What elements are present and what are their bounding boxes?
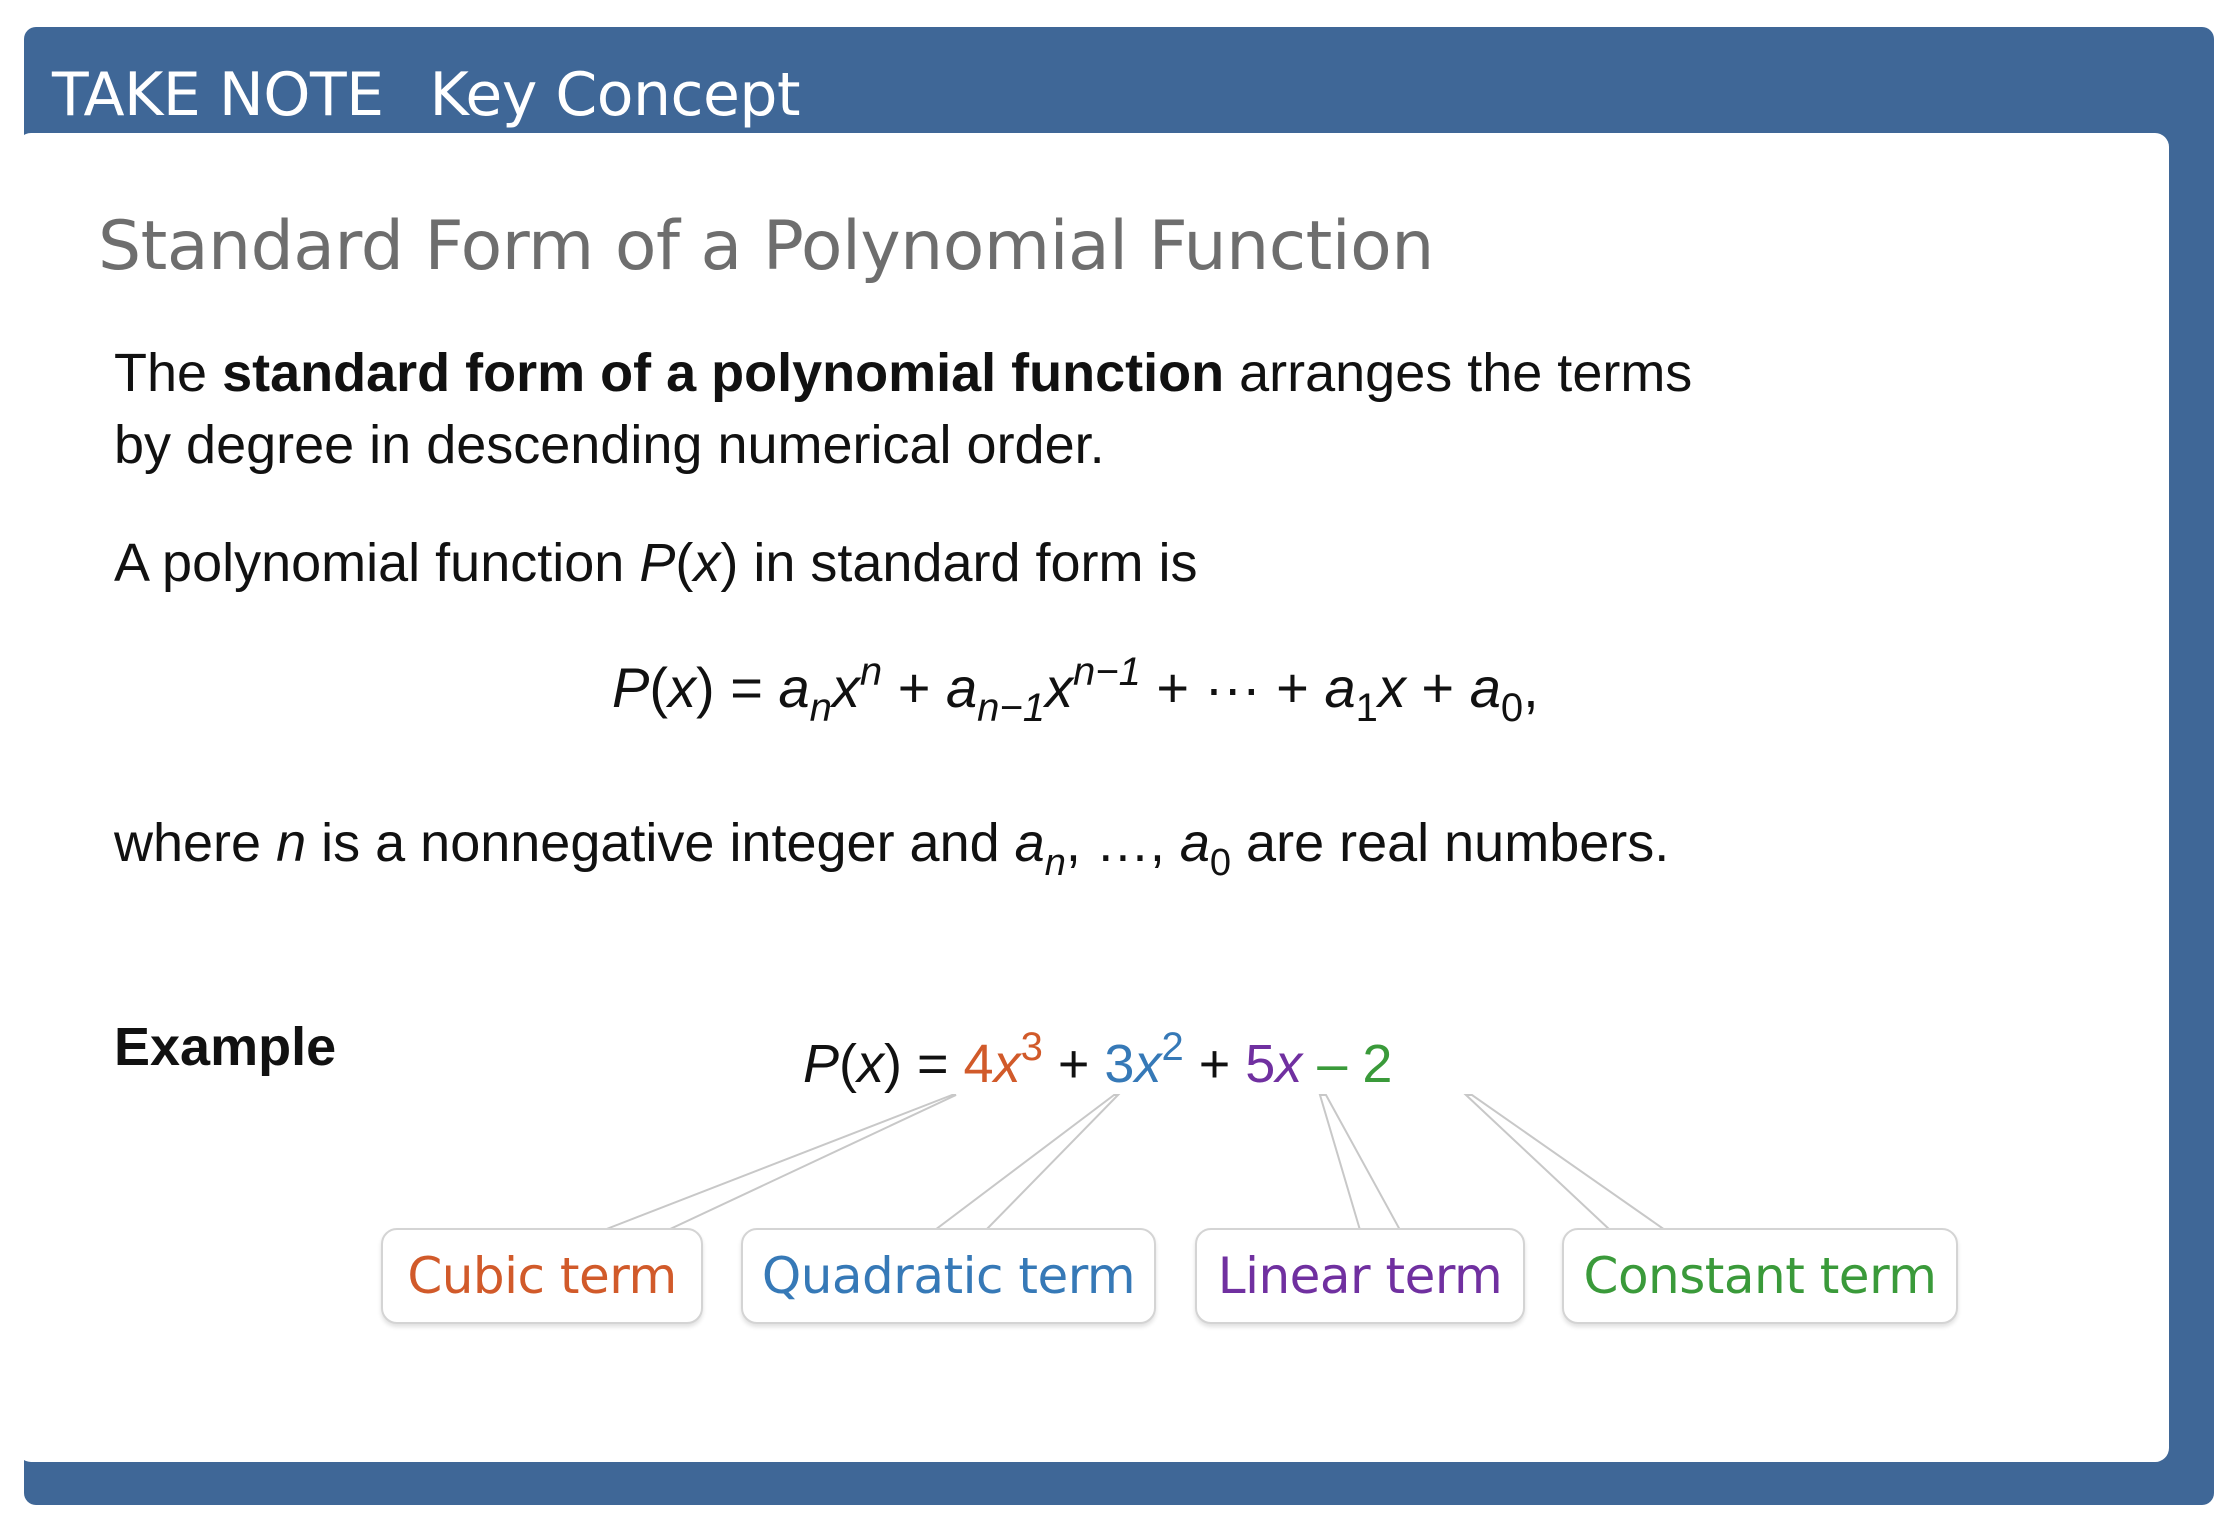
formula-a-n: a	[778, 656, 810, 719]
quadratic-leader	[935, 1095, 1118, 1230]
take-note-badge: TAKE NOTE	[52, 60, 384, 130]
definition-line-2: by degree in descending numerical order.	[114, 415, 1105, 475]
quad-coef: 3	[1104, 1034, 1135, 1094]
formula-a-1: a	[1324, 656, 1356, 719]
formula-a-n-1: a	[945, 656, 978, 719]
formula-sub-1: 1	[1355, 686, 1378, 730]
example-label: Example	[114, 1017, 337, 1077]
linear-term-label: Linear term	[1195, 1228, 1525, 1324]
quadratic-term-label: Quadratic term	[741, 1228, 1156, 1324]
formula-x-n-1: x	[1045, 656, 1073, 719]
polynomial-intro: A polynomial function P(x) in standard form is	[114, 533, 1198, 593]
quad-var: x	[1134, 1034, 1162, 1094]
cubic-coef: 4	[963, 1034, 994, 1094]
example-plus-1: +	[1042, 1034, 1105, 1094]
definition-tail: arranges the terms	[1224, 343, 1693, 403]
where-a-n: a	[1014, 813, 1045, 873]
const-value: 2	[1362, 1034, 1393, 1094]
formula-sub-n: n	[809, 686, 832, 730]
formula-arg: x	[668, 656, 697, 719]
lin-var: x	[1275, 1034, 1303, 1094]
formula-sub-n-1: n−1	[977, 686, 1045, 730]
where-a-0: a	[1179, 813, 1210, 873]
example-eq: =	[902, 1034, 964, 1094]
formula-plus-2: +	[1405, 656, 1470, 719]
definition-lead: The	[114, 343, 223, 403]
where-sep: , …,	[1065, 813, 1180, 873]
where-sub-n: n	[1044, 842, 1066, 884]
formula-func: P	[612, 656, 650, 719]
constant-leader	[1466, 1095, 1665, 1230]
intro-text: A polynomial function	[114, 533, 640, 593]
where-sub-0: 0	[1209, 842, 1232, 884]
formula-x-n: x	[831, 656, 860, 719]
example-arg: x	[857, 1034, 885, 1094]
general-formula: $P(x) = a_nx^n + a_{n-1}x^{n-1}$ + ··· + $a_1x + a_0$,	[612, 650, 1539, 730]
constant-term-label: Constant term	[1562, 1228, 1958, 1324]
formula-exp-n-1: n−1	[1073, 650, 1141, 694]
cubic-var: x	[993, 1034, 1021, 1094]
formula-eq: =	[714, 656, 779, 719]
where-lead: where	[114, 813, 277, 873]
formula-x-1: x	[1377, 656, 1406, 719]
concept-title: Standard Form of a Polynomial Function	[98, 207, 1434, 286]
header-subtitle: Key Concept	[429, 60, 801, 130]
lin-coef: 5	[1245, 1034, 1276, 1094]
formula-comma: ,	[1523, 656, 1539, 719]
intro-func: P	[639, 533, 676, 593]
formula-exp-n: n	[859, 650, 883, 694]
where-tail: are real numbers.	[1231, 813, 1670, 873]
intro-arg: x	[693, 533, 721, 593]
example-formula: $P(x) = 4x^3 + 3x^2 + 5x - 2$	[803, 1025, 1393, 1094]
formula-dots: + ··· +	[1140, 656, 1325, 719]
example-func: P	[803, 1034, 840, 1094]
cubic-exp: 3	[1020, 1025, 1043, 1069]
example-plus-2: +	[1183, 1034, 1246, 1094]
quad-exp: 2	[1161, 1025, 1184, 1069]
formula-sub-0: 0	[1500, 686, 1524, 730]
intro-tail: in standard form is	[738, 533, 1198, 593]
cubic-term-label: Cubic term	[381, 1228, 703, 1324]
example-minus: –	[1302, 1034, 1363, 1094]
formula-a-0: a	[1469, 656, 1501, 719]
definition-term: standard form of a polynomial function	[222, 343, 1225, 403]
where-mid: is a nonnegative integer and	[306, 813, 1015, 873]
cubic-leader	[604, 1095, 956, 1230]
linear-leader	[1320, 1095, 1400, 1230]
formula-plus-1: +	[882, 656, 946, 719]
where-n: n	[276, 813, 307, 873]
